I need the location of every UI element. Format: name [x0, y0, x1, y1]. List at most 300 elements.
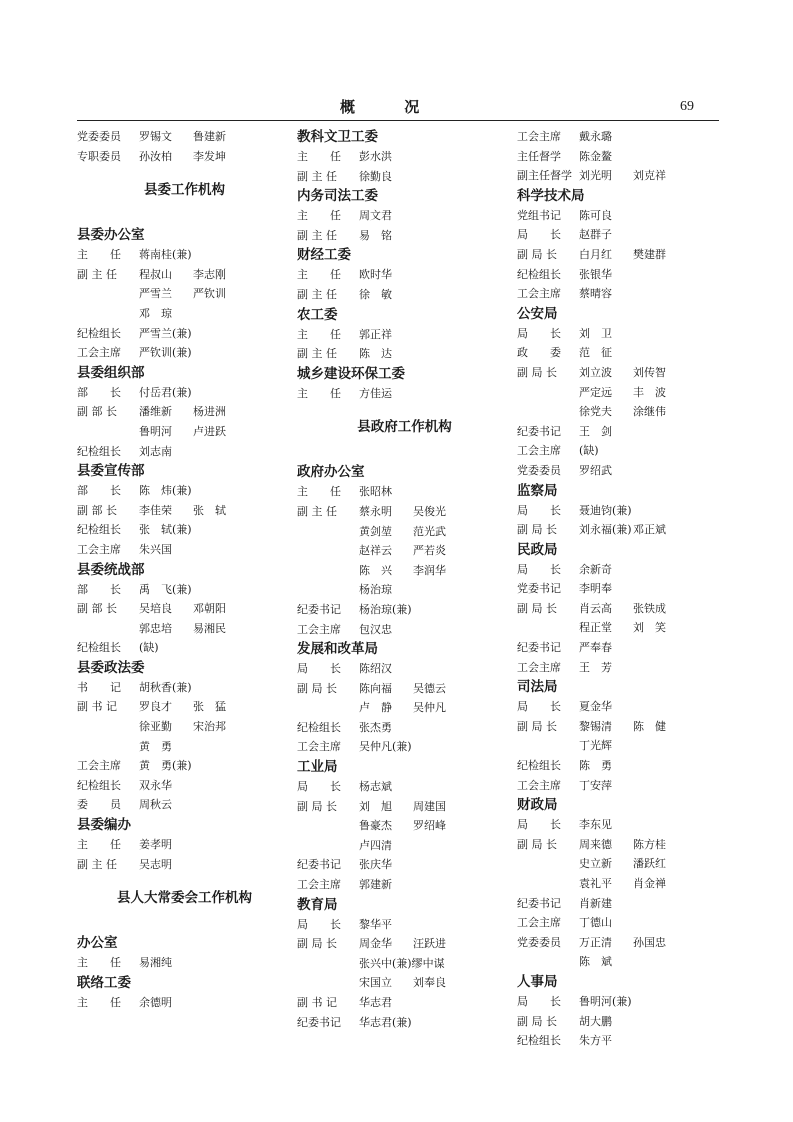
officer-name: 华志君: [359, 996, 392, 1009]
department-heading: 县委办公室: [77, 227, 145, 244]
role-label: 主 任: [297, 327, 341, 341]
officer-name: 徐勤良: [359, 169, 392, 183]
role-label: 纪检组长: [517, 1034, 561, 1048]
spacer: [77, 214, 292, 225]
officer-name: 罗绍峰: [413, 819, 446, 833]
officer-row: [77, 717, 292, 737]
role-label: 政 委: [517, 346, 561, 360]
officer-row: [517, 402, 732, 422]
officer-row: [297, 1013, 512, 1033]
role-label: 局 长: [517, 503, 561, 517]
role-label: 副 主 任: [297, 287, 337, 301]
role-label: 工会主席: [517, 287, 561, 301]
officer-name: 陈 健: [633, 719, 666, 733]
role-label: 主 任: [297, 485, 341, 499]
department-heading: 县委编办: [77, 817, 131, 834]
section-heading: 县人大常委会工作机构: [117, 890, 252, 907]
officer-row: [297, 954, 512, 974]
officer-row: [297, 167, 512, 187]
officer-row: [517, 854, 732, 874]
officer-row: [517, 206, 732, 226]
officer-name: 史立新: [579, 857, 612, 871]
officer-name: 李志刚: [193, 267, 226, 281]
department-heading: 县委政法委: [77, 659, 145, 676]
officer-row: [517, 520, 732, 540]
officer-name: 赵群子: [579, 228, 612, 242]
department-heading: 财政局: [517, 797, 558, 814]
officer-name: 丁光辉: [579, 739, 612, 753]
role-label: 工会主席: [517, 778, 561, 792]
officer-name: 禹 飞(兼): [139, 582, 192, 596]
officer-row: [297, 777, 512, 797]
officer-row: [517, 952, 732, 972]
officer-row: [517, 697, 732, 717]
column-2: [297, 127, 512, 1032]
officer-name: 张 轼: [193, 503, 226, 517]
officer-row: [517, 265, 732, 285]
officer-name: 张杰勇: [359, 720, 392, 734]
officer-name: (缺): [579, 444, 599, 458]
officer-name: 孙国忠: [633, 935, 666, 949]
officer-row: [517, 874, 732, 894]
officer-name: 程正堂: [579, 621, 612, 635]
officer-row: [517, 225, 732, 245]
role-label: 局 长: [297, 780, 341, 794]
officer-name: 刘奉良: [413, 976, 446, 990]
department-heading: 发展和改革局: [297, 641, 378, 658]
role-label: 部 长: [77, 484, 121, 498]
officer-row: [297, 265, 512, 285]
officer-name: 蒋南桂(兼): [139, 248, 192, 262]
officer-name: 黎锡清: [579, 719, 612, 733]
role-label: 副 局 长: [517, 837, 557, 851]
officer-name: 周建国: [413, 799, 446, 813]
role-label: 副 部 长: [77, 405, 117, 419]
department-heading: 城乡建设环保工委: [297, 365, 405, 382]
officer-name: 郭建新: [359, 878, 392, 892]
officer-name: 姜孝明: [139, 838, 172, 852]
role-label: 局 长: [297, 917, 341, 931]
officer-row: [77, 599, 292, 619]
officer-row: [77, 324, 292, 344]
officer-name: 蔡永明: [359, 504, 392, 518]
officer-name: 李明奉: [579, 582, 612, 596]
officer-name: 肖新建: [579, 896, 612, 910]
role-label: 党委委员: [517, 935, 561, 949]
department-heading: 公安局: [517, 305, 558, 322]
role-label: 纪检组长: [517, 759, 561, 773]
role-label: 副 主 任: [297, 228, 337, 242]
role-label: 副 局 长: [297, 799, 337, 813]
officer-row: [517, 835, 732, 855]
role-label: 局 长: [517, 700, 561, 714]
officer-name: 陈向福: [359, 681, 392, 695]
officer-row: [297, 875, 512, 895]
role-label: 副 书 记: [297, 996, 337, 1009]
officer-row: [297, 561, 512, 581]
officer-name: 华志君(兼): [359, 1015, 412, 1029]
officer-name: 胡秋香(兼): [139, 680, 192, 694]
officer-row: [77, 855, 292, 875]
officer-row: [297, 816, 512, 836]
officer-name: 陈金鳌: [579, 149, 612, 163]
officer-row: [297, 915, 512, 935]
department-heading: 财经工委: [297, 247, 351, 264]
officer-row: [77, 835, 292, 855]
page-number: 69: [680, 99, 694, 114]
role-label: 副 局 长: [517, 523, 557, 537]
role-label: 纪检组长: [297, 720, 341, 734]
officer-name: 丁安萍: [579, 778, 612, 792]
officer-name: 郭忠培: [139, 621, 172, 635]
officer-name: 涂继伟: [633, 405, 666, 419]
role-label: 工会主席: [77, 542, 121, 556]
officer-name: 白月红: [579, 247, 612, 261]
officer-name: 吴培良: [139, 602, 172, 616]
officer-name: 黎华平: [359, 917, 392, 931]
officer-name: 潘跃红: [633, 857, 666, 871]
officer-row: [297, 522, 512, 542]
role-label: 局 长: [517, 818, 561, 832]
officer-name: 方佳运: [359, 386, 392, 400]
role-label: 副 部 长: [77, 503, 117, 517]
officer-name: 杨进洲: [193, 405, 226, 419]
officer-row: [517, 658, 732, 678]
officer-row: [77, 304, 292, 324]
officer-name: 陈 炜(兼): [139, 484, 192, 498]
role-label: 工会主席: [77, 346, 121, 360]
officer-name: 范光武: [413, 524, 446, 538]
officer-name: 袁礼平: [579, 877, 612, 890]
officer-row: [297, 285, 512, 305]
officer-name: 戴永璐: [579, 130, 612, 143]
officer-row: [77, 520, 292, 540]
officer-name: 张昭林: [359, 485, 392, 499]
officer-name: 杨治琼: [359, 583, 392, 597]
role-label: 纪检组长: [77, 326, 121, 340]
officer-row: [77, 481, 292, 501]
role-label: 主 任: [297, 150, 341, 163]
officer-name: 余新奇: [579, 562, 612, 576]
officer-name: 严钦训: [193, 287, 226, 301]
officer-row: [297, 620, 512, 640]
officer-name: 樊建群: [633, 247, 666, 261]
officer-name: 程叔山: [139, 267, 172, 281]
officer-name: 卢进跃: [193, 424, 226, 438]
officer-row: [77, 737, 292, 757]
officer-row: [297, 600, 512, 620]
officer-row: [517, 284, 732, 304]
officer-name: 卢四清: [359, 838, 392, 852]
officer-name: 黄 勇: [139, 739, 172, 753]
officer-row: [77, 540, 292, 560]
officer-name: 易湘民: [193, 621, 226, 635]
officer-name: 邓 琼: [139, 306, 172, 320]
officer-name: 张银华: [579, 267, 612, 281]
officer-row: [517, 579, 732, 599]
officer-row: [297, 973, 512, 993]
officer-name: 刘永福(兼): [579, 523, 632, 537]
officer-row: [297, 580, 512, 600]
officer-name: 李佳荣: [139, 503, 172, 517]
role-label: 委 员: [77, 798, 121, 812]
spacer: [77, 922, 292, 933]
officer-name: 孙汝柏: [139, 149, 172, 163]
role-label: 主任督学: [517, 149, 561, 163]
officer-row: [517, 894, 732, 914]
officer-row: [517, 933, 732, 953]
department-heading: 教育局: [297, 896, 338, 913]
officer-row: [517, 147, 732, 167]
officer-name: 严雪兰: [139, 287, 172, 301]
role-label: 工会主席: [297, 622, 341, 636]
officer-name: 严雪兰(兼): [139, 326, 192, 340]
role-label: 纪委书记: [517, 896, 561, 910]
department-heading: 内务司法工委: [297, 188, 378, 205]
role-label: 副 主 任: [77, 857, 117, 871]
role-label: 局 长: [517, 326, 561, 340]
officer-name: 吴俊光: [413, 504, 446, 518]
page-title: 概 况: [340, 98, 442, 116]
officer-name: 邓朝阳: [193, 602, 226, 616]
role-label: 纪检组长: [77, 778, 121, 792]
officer-name: 陈 兴: [359, 563, 392, 577]
department-heading: 科学技术局: [517, 187, 585, 204]
officer-row: [517, 736, 732, 756]
officer-row: [517, 441, 732, 461]
role-label: 副主任督学: [517, 169, 572, 183]
officer-name: 邓正斌: [633, 523, 666, 537]
officer-name: 陈方桂: [633, 837, 666, 851]
officer-name: (缺): [139, 641, 159, 655]
officer-row: [297, 325, 512, 345]
officer-name: 张铁成: [633, 601, 666, 615]
role-label: 纪委书记: [517, 424, 561, 438]
department-heading: 县委宣传部: [77, 463, 145, 480]
officer-row: [297, 344, 512, 364]
officer-row: [77, 993, 292, 1013]
officer-name: 欧时华: [359, 268, 392, 282]
officer-name: 宋治邦: [193, 720, 226, 734]
role-label: 工会主席: [517, 444, 561, 458]
officer-name: 宋国立: [359, 976, 392, 990]
officer-row: [77, 678, 292, 698]
role-label: 副 主 任: [297, 347, 337, 361]
officer-row: [77, 580, 292, 600]
department-heading: 司法局: [517, 679, 558, 696]
officer-name: 刘传智: [633, 365, 666, 379]
department-heading: 监察局: [517, 482, 558, 499]
officer-row: [77, 127, 292, 147]
officer-row: [297, 797, 512, 817]
officer-row: [517, 363, 732, 383]
officer-name: 黄剑堃: [359, 524, 392, 538]
officer-row: [77, 343, 292, 363]
officer-row: [77, 402, 292, 422]
officer-name: 付岳君(兼): [139, 385, 192, 399]
officer-row: [517, 127, 732, 147]
officer-name: 鲁明河(兼): [579, 994, 632, 1008]
officer-name: 李东见: [579, 818, 612, 832]
officer-name: 张 猛: [193, 700, 226, 714]
officer-row: [517, 1031, 732, 1051]
officer-name: 汪跃进: [413, 937, 446, 951]
officer-name: 刘 笑: [633, 621, 666, 635]
officer-name: 朱兴国: [139, 542, 172, 556]
officer-row: [77, 697, 292, 717]
role-label: 纪委书记: [297, 858, 341, 872]
role-label: 局 长: [517, 994, 561, 1008]
role-label: 纪委书记: [517, 641, 561, 655]
officer-name: 严定远: [579, 385, 612, 399]
role-label: 专职委员: [77, 149, 121, 163]
officer-row: [297, 482, 512, 502]
officer-name: 肖云高: [579, 601, 612, 615]
department-heading: 教科文卫工委: [297, 129, 378, 145]
role-label: 局 长: [517, 228, 561, 242]
officer-row: [77, 284, 292, 304]
officer-name: 郭正祥: [359, 327, 392, 341]
officer-name: 刘志南: [139, 444, 172, 458]
role-label: 纪检组长: [517, 267, 561, 281]
officer-name: 彭水洪: [359, 150, 392, 163]
officer-name: 赵祥云: [359, 544, 392, 558]
role-label: 副 局 长: [517, 719, 557, 733]
officer-name: 聂迪钧(兼): [579, 503, 632, 517]
officer-name: 李润华: [413, 563, 446, 577]
officer-row: [77, 147, 292, 167]
role-label: 副 局 长: [517, 601, 557, 615]
officer-row: [297, 659, 512, 679]
officer-name: 周来德: [579, 837, 612, 851]
officer-row: [517, 343, 732, 363]
officer-name: 陈 斌: [579, 955, 612, 969]
role-label: 部 长: [77, 385, 121, 399]
officer-row: [77, 501, 292, 521]
role-label: 党组书记: [517, 208, 561, 222]
officer-name: 夏金华: [579, 700, 612, 714]
officer-row: [517, 461, 732, 481]
department-heading: 政府办公室: [297, 464, 365, 481]
officer-row: [517, 992, 732, 1012]
officer-row: [517, 717, 732, 737]
role-label: 局 长: [517, 562, 561, 576]
officer-name: 胡大鹏: [579, 1014, 612, 1028]
officer-name: 罗良才: [139, 700, 172, 714]
officer-name: 徐党夫: [579, 405, 612, 419]
officer-name: 刘 旭: [359, 799, 392, 813]
spacer: [297, 451, 512, 462]
role-label: 副 主 任: [77, 267, 117, 281]
role-label: 党委书记: [517, 582, 561, 596]
officer-name: 余德明: [139, 995, 172, 1009]
officer-name: 易湘纯: [139, 956, 172, 970]
officer-row: [517, 599, 732, 619]
officer-name: 朱方平: [579, 1034, 612, 1048]
officer-name: 李发坤: [193, 149, 226, 163]
officer-name: 王 芳: [579, 660, 612, 674]
officer-name: 杨治琼(兼): [359, 602, 412, 616]
role-label: 局 长: [297, 662, 341, 676]
role-label: 部 长: [77, 582, 121, 596]
officer-name: 罗锡文: [139, 130, 172, 143]
role-label: 副 局 长: [297, 937, 337, 951]
officer-row: [77, 422, 292, 442]
role-label: 主 任: [297, 209, 341, 223]
role-label: 副 局 长: [297, 681, 337, 695]
role-label: 工会主席: [297, 878, 341, 892]
officer-name: 范 征: [579, 346, 612, 360]
officer-row: [517, 324, 732, 344]
officer-row: [517, 1012, 732, 1032]
role-label: 副 书 记: [77, 700, 117, 714]
department-heading: 工业局: [297, 759, 338, 776]
department-heading: 县委组织部: [77, 364, 145, 381]
officer-row: [517, 166, 732, 186]
department-heading: 人事局: [517, 973, 558, 990]
officer-row: [77, 383, 292, 403]
department-heading: 县委统战部: [77, 561, 145, 578]
role-label: 纪委书记: [297, 1015, 341, 1029]
officer-name: 张兴中(兼)缪中谋: [359, 956, 445, 970]
officer-row: [77, 756, 292, 776]
officer-row: [297, 384, 512, 404]
officer-name: 刘光明: [579, 169, 612, 183]
role-label: 工会主席: [297, 740, 341, 754]
role-label: 副 局 长: [517, 1014, 557, 1028]
officer-name: 吴德云: [413, 681, 446, 695]
role-label: 副 主 任: [297, 169, 337, 183]
role-label: 纪检组长: [77, 523, 121, 537]
role-label: 党委委员: [77, 130, 121, 143]
officer-name: 包汉忠: [359, 622, 392, 636]
officer-row: [517, 776, 732, 796]
officer-row: [517, 422, 732, 442]
officer-name: 周秋云: [139, 798, 172, 812]
role-label: 副 局 长: [517, 365, 557, 379]
officer-row: [77, 619, 292, 639]
officer-row: [77, 265, 292, 285]
officer-name: 周文君: [359, 209, 392, 223]
officer-row: [297, 698, 512, 718]
officer-row: [297, 147, 512, 167]
officer-name: 吴志明: [139, 857, 172, 871]
officer-row: [297, 502, 512, 522]
role-label: 工会主席: [517, 660, 561, 674]
officer-name: 张庆华: [359, 858, 392, 872]
officer-name: 陈 达: [359, 347, 392, 361]
column-1: [77, 127, 292, 1012]
role-label: 工会主席: [77, 759, 121, 773]
officer-name: 杨志斌: [359, 780, 392, 794]
officer-name: 鲁豪杰: [359, 819, 392, 833]
officer-name: 吴仲凡(兼): [359, 740, 412, 754]
officer-row: [517, 560, 732, 580]
officer-name: 陈可良: [579, 208, 612, 222]
officer-row: [297, 855, 512, 875]
officer-name: 蔡晴容: [579, 287, 612, 301]
officer-row: [297, 993, 512, 1013]
officer-row: [517, 618, 732, 638]
role-label: 主 任: [297, 386, 341, 400]
section-heading: 县委工作机构: [144, 182, 225, 199]
officer-name: 易 铭: [359, 228, 392, 242]
role-label: 党委委员: [517, 463, 561, 477]
officer-row: [297, 737, 512, 757]
officer-name: 周金华: [359, 937, 392, 951]
officer-name: 卢 静: [359, 701, 392, 715]
officer-name: 严若炎: [413, 544, 446, 558]
